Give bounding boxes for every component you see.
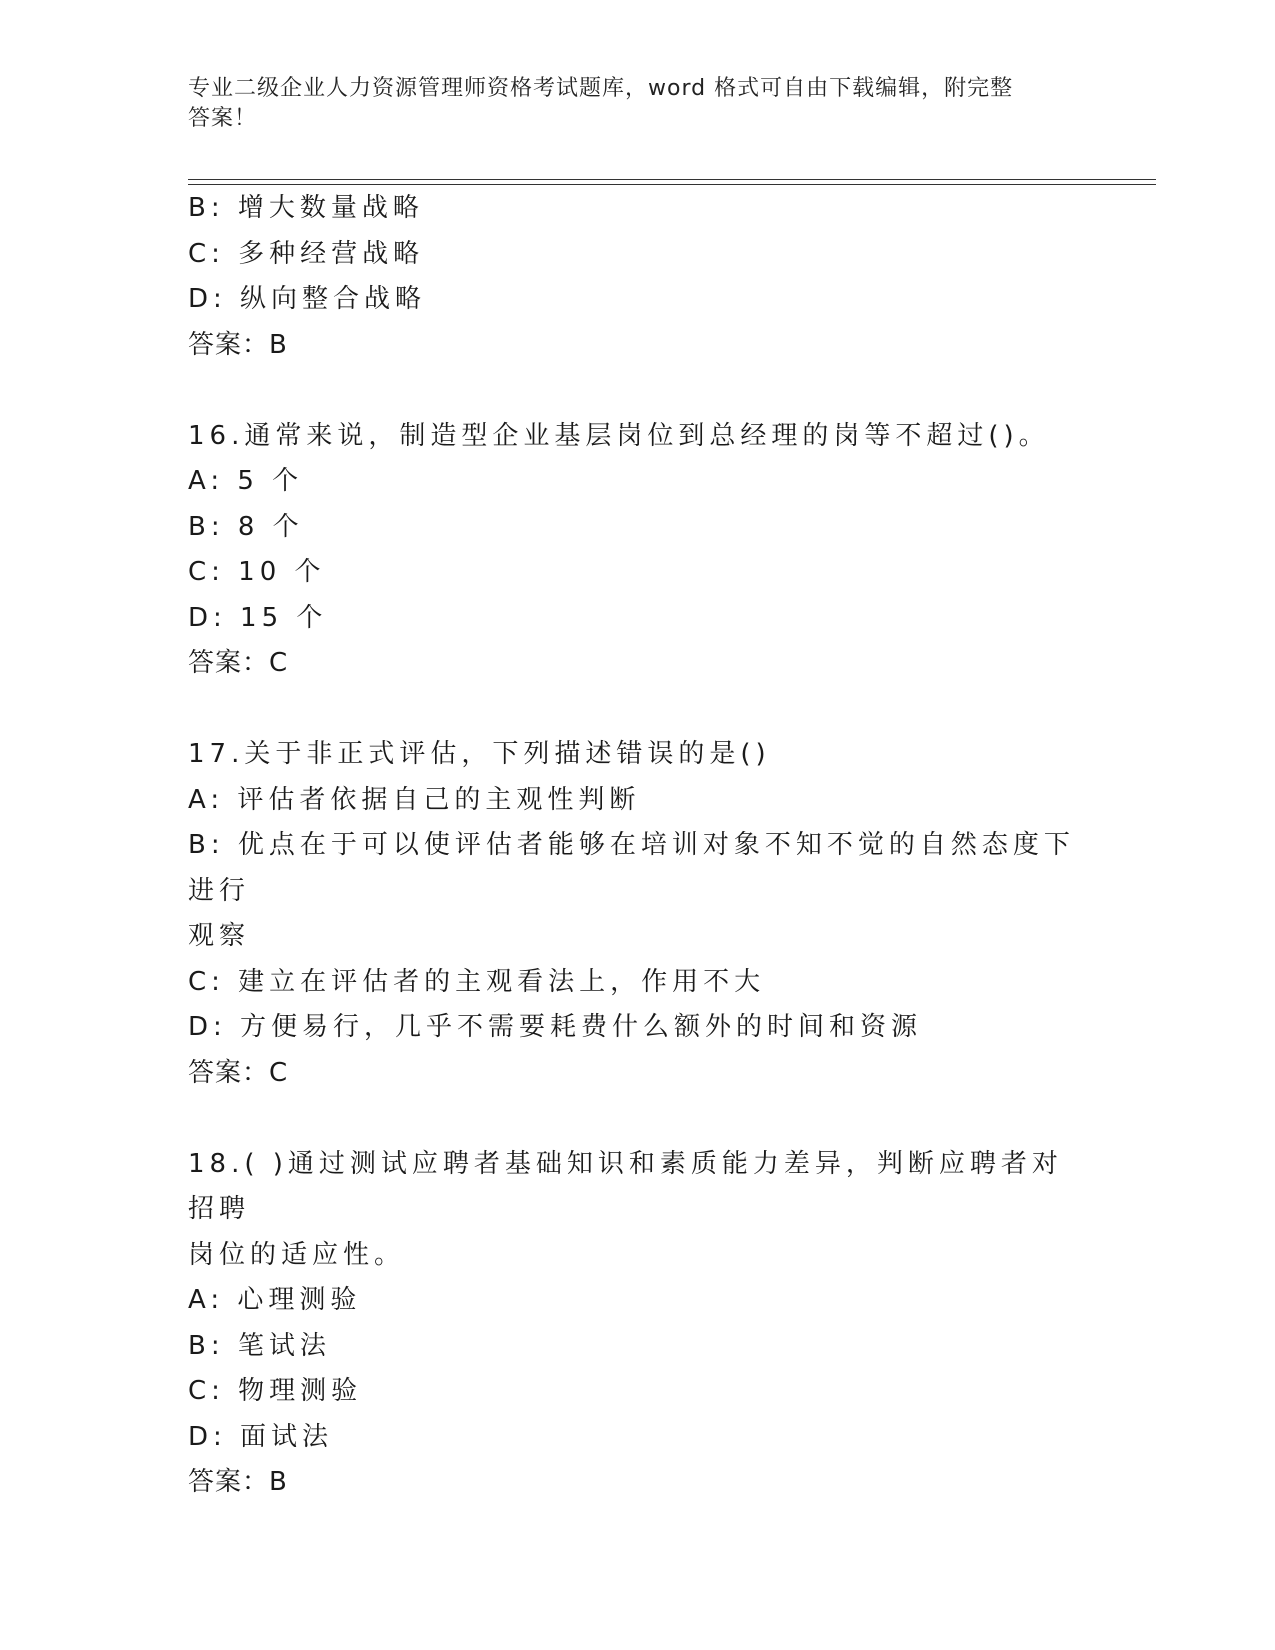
- answer-line: 答案：B: [188, 1467, 288, 1497]
- header-line-1: 专业二级企业人力资源管理师资格考试题库，word 格式可自由下载编辑，附完整: [188, 76, 1014, 101]
- option-d: D: 纵向整合战略: [188, 284, 427, 314]
- prev-question-block: [188, 186, 1088, 368]
- option-c: C: 建立在评估者的主观看法上，作用不大: [188, 966, 766, 997]
- option-b-continued: 观察: [188, 921, 251, 951]
- option-a: A: 评估者依据自己的主观性判断: [188, 784, 641, 815]
- option-b: B: 优点在于可以使评估者能够在培训对象不知不觉的自然态度下进行: [188, 830, 1075, 906]
- header-divider-top: [188, 179, 1156, 180]
- option-c: C: 多种经营战略: [188, 238, 425, 269]
- question-stem: 17.关于非正式评估，下列描述错误的是(): [188, 739, 771, 769]
- option-a: A: 5 个: [188, 466, 304, 496]
- spacer: [188, 368, 1088, 414]
- document-body: [188, 186, 1088, 1506]
- question-17-block: [188, 732, 1088, 1096]
- option-a: A: 心理测验: [188, 1285, 362, 1315]
- header-line-2: 答案！: [188, 106, 258, 131]
- spacer: [188, 1096, 1088, 1142]
- option-d: D: 15 个: [188, 602, 328, 633]
- option-d: D: 方便易行，几乎不需要耗费什么额外的时间和资源: [188, 1012, 923, 1042]
- option-b: B: 8 个: [188, 511, 304, 542]
- option-c: C: 物理测验: [188, 1376, 363, 1406]
- page-header: [188, 74, 1088, 134]
- question-18-block: [188, 1142, 1088, 1506]
- question-16-block: [188, 414, 1088, 687]
- option-b: B: 增大数量战略: [188, 193, 424, 223]
- header-divider-bottom: [188, 184, 1156, 185]
- question-stem-continued: 岗位的适应性。: [188, 1239, 406, 1270]
- option-c: C: 10 个: [188, 557, 326, 587]
- answer-line: 答案：C: [188, 1057, 289, 1088]
- answer-line: 答案：B: [188, 329, 288, 360]
- option-d: D: 面试法: [188, 1421, 334, 1452]
- question-stem: 16.通常来说，制造型企业基层岗位到总经理的岗等不超过()。: [188, 420, 1050, 451]
- answer-line: 答案：C: [188, 648, 289, 678]
- option-b: B: 笔试法: [188, 1330, 331, 1361]
- question-stem: 18.( )通过测试应聘者基础知识和素质能力差异，判断应聘者对招聘: [188, 1148, 1063, 1224]
- spacer: [188, 687, 1088, 733]
